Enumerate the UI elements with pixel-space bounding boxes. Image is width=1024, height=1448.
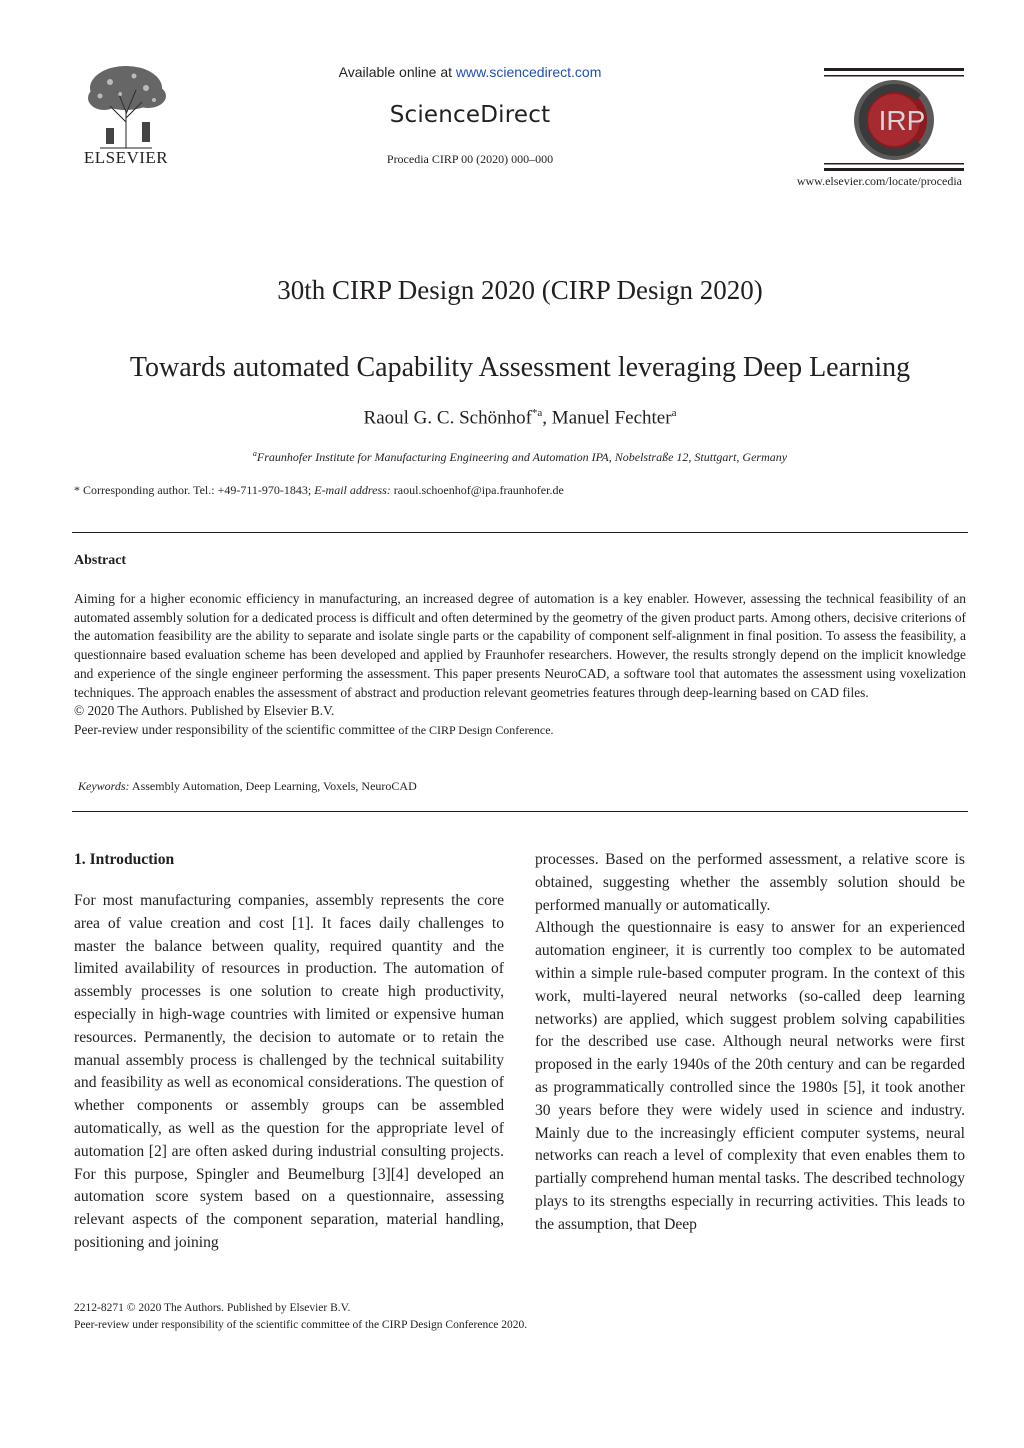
abstract-peer-review [74, 721, 966, 740]
keywords-label: Keywords: [78, 779, 130, 793]
keywords [78, 779, 417, 794]
right-column [535, 849, 965, 1237]
email-label: E-mail address: [314, 483, 391, 497]
author-1: Raoul G. C. Schönhof [363, 407, 532, 429]
available-prefix: Available online at [338, 64, 456, 80]
cirp-logo-text: IRP [878, 105, 926, 136]
abstract-copyright: © 2020 The Authors. Published by Elsevier B.V. [74, 703, 335, 719]
keywords-text: Assembly Automation, Deep Learning, Voxels, NeuroCAD [129, 779, 417, 793]
left-column [74, 890, 504, 1255]
abstract-body [74, 590, 966, 740]
affiliation-text: Fraunhofer Institute for Manufacturing Engineering and Automation IPA, Nobelstraße 12, Stuttgart, Germany [256, 450, 788, 464]
corresponding-prefix: * Corresponding author. Tel.: +49-711-970-1843; [74, 483, 315, 497]
intro-paragraph-right-1: processes. Based on the performed assessment, a relative score is obtained, suggesting whether the assembly solution should be performed manually or automatically. [535, 851, 965, 914]
sciencedirect-title: ScienceDirect [389, 102, 551, 128]
intro-paragraph-left: For most manufacturing companies, assembly represents the core area of value creation and cost [1]. It faces daily challenges to master the balance between quality, required quantity and the limited availability of resources in production. The automation of assembly processes is one solution to create high productivity, especially in high-wage countries with limited or expensive human resources. Permanently, the decision to automate or to retain the manual assembly process is challenged by the technical suitability and feasibility as well as economical considerations. The question of whether components or assembly groups can be assembled automatically, as well as the question for the appropriate level of automation [2] are often asked during industrial consulting projects. For this purpose, Spingler and Beumelburg [3][4] developed an automation score system based on a questionnaire, assessing relevant aspects of the component separation, material handling, positioning and joining [74, 892, 504, 1251]
section-heading: 1. Introduction [74, 851, 175, 868]
abstract-heading: Abstract [74, 553, 127, 568]
email-address[interactable]: raoul.schoenhof@ipa.fraunhofer.de [390, 483, 564, 497]
corresponding-author [74, 483, 954, 498]
divider-top [72, 532, 968, 533]
sciencedirect-link[interactable]: www.sciencedirect.com [455, 64, 602, 80]
author-separator: , [542, 407, 552, 429]
paper-title: Towards automated Capability Assessment leveraging Deep Learning [129, 352, 911, 383]
cirp-logo [824, 68, 964, 176]
peer-review-prefix: Peer-review under responsibility of the scientific committee [74, 721, 399, 737]
author-2-affiliation: a [671, 407, 677, 419]
peer-review-suffix: of the CIRP Design Conference. [398, 722, 554, 737]
footer-peer-review: Peer-review under responsibility of the scientific committee of the CIRP Design Conference 2020. [74, 1319, 528, 1331]
elsevier-wordmark: ELSEVIER [83, 148, 169, 167]
conference-title: 30th CIRP Design 2020 (CIRP Design 2020) [277, 275, 763, 305]
affiliation [60, 449, 980, 465]
authors [60, 407, 980, 429]
abstract-paragraph: Aiming for a higher economic efficiency in manufacturing, an increased degree of automation is a key enabler. However, assessing the technical feasibility of an automated assembly solution for a dedicated process is difficult and often determined by the geometry of the given product parts. Among others, decisive criterions of the automation feasibility are the ability to separate and isolate single parts or the capability of component self-alignment in final position. To assess the feasibility, a questionnaire based evaluation scheme has been developed and applied by Fraunhofer researchers. However, the results strongly depend on the implicit knowledge and experience of the single engineer performing the assessment. This paper presents NeuroCAD, a software tool that automates the assessment using voxelization techniques. The approach enables the assessment of abstract and production relevant geometries features through deep-learning based on CAD files. [74, 591, 966, 700]
footer [74, 1300, 527, 1334]
divider-bottom [72, 811, 968, 812]
affiliation-marker: a [252, 449, 257, 458]
intro-paragraph-right-2: Although the questionnaire is easy to answer for an experienced automation engineer, it is currently too complex to be automated within a simple rule-based computer program. In the context of this work, multi-layered neural networks (so-called deep learning networks) are applied, which suggest problem solving capabilities for the described use case. Although neural networks were first proposed in the early 1940s of the 20th century and can be regarded as programmatically controlled since the 1980s [5], it took another 30 years before they were widely used in science and industry. Mainly due to the increasingly efficient computer systems, neural networks can reach a level of complexity that even enables them to partially comprehend human mental tasks. The described technology plays to its strengths especially in recurring activities. This leads to the assumption, that Deep [535, 919, 965, 1233]
elsevier-url[interactable]: www.elsevier.com/locate/procedia [796, 174, 962, 188]
journal-reference: Procedia CIRP 00 (2020) 000–000 [386, 152, 554, 166]
author-2: Manuel Fechter [551, 407, 672, 429]
footer-issn: 2212-8271 © 2020 The Authors. Published by Elsevier B.V. [74, 1302, 351, 1314]
available-online [250, 64, 690, 80]
author-1-affiliation: *a [531, 407, 543, 419]
